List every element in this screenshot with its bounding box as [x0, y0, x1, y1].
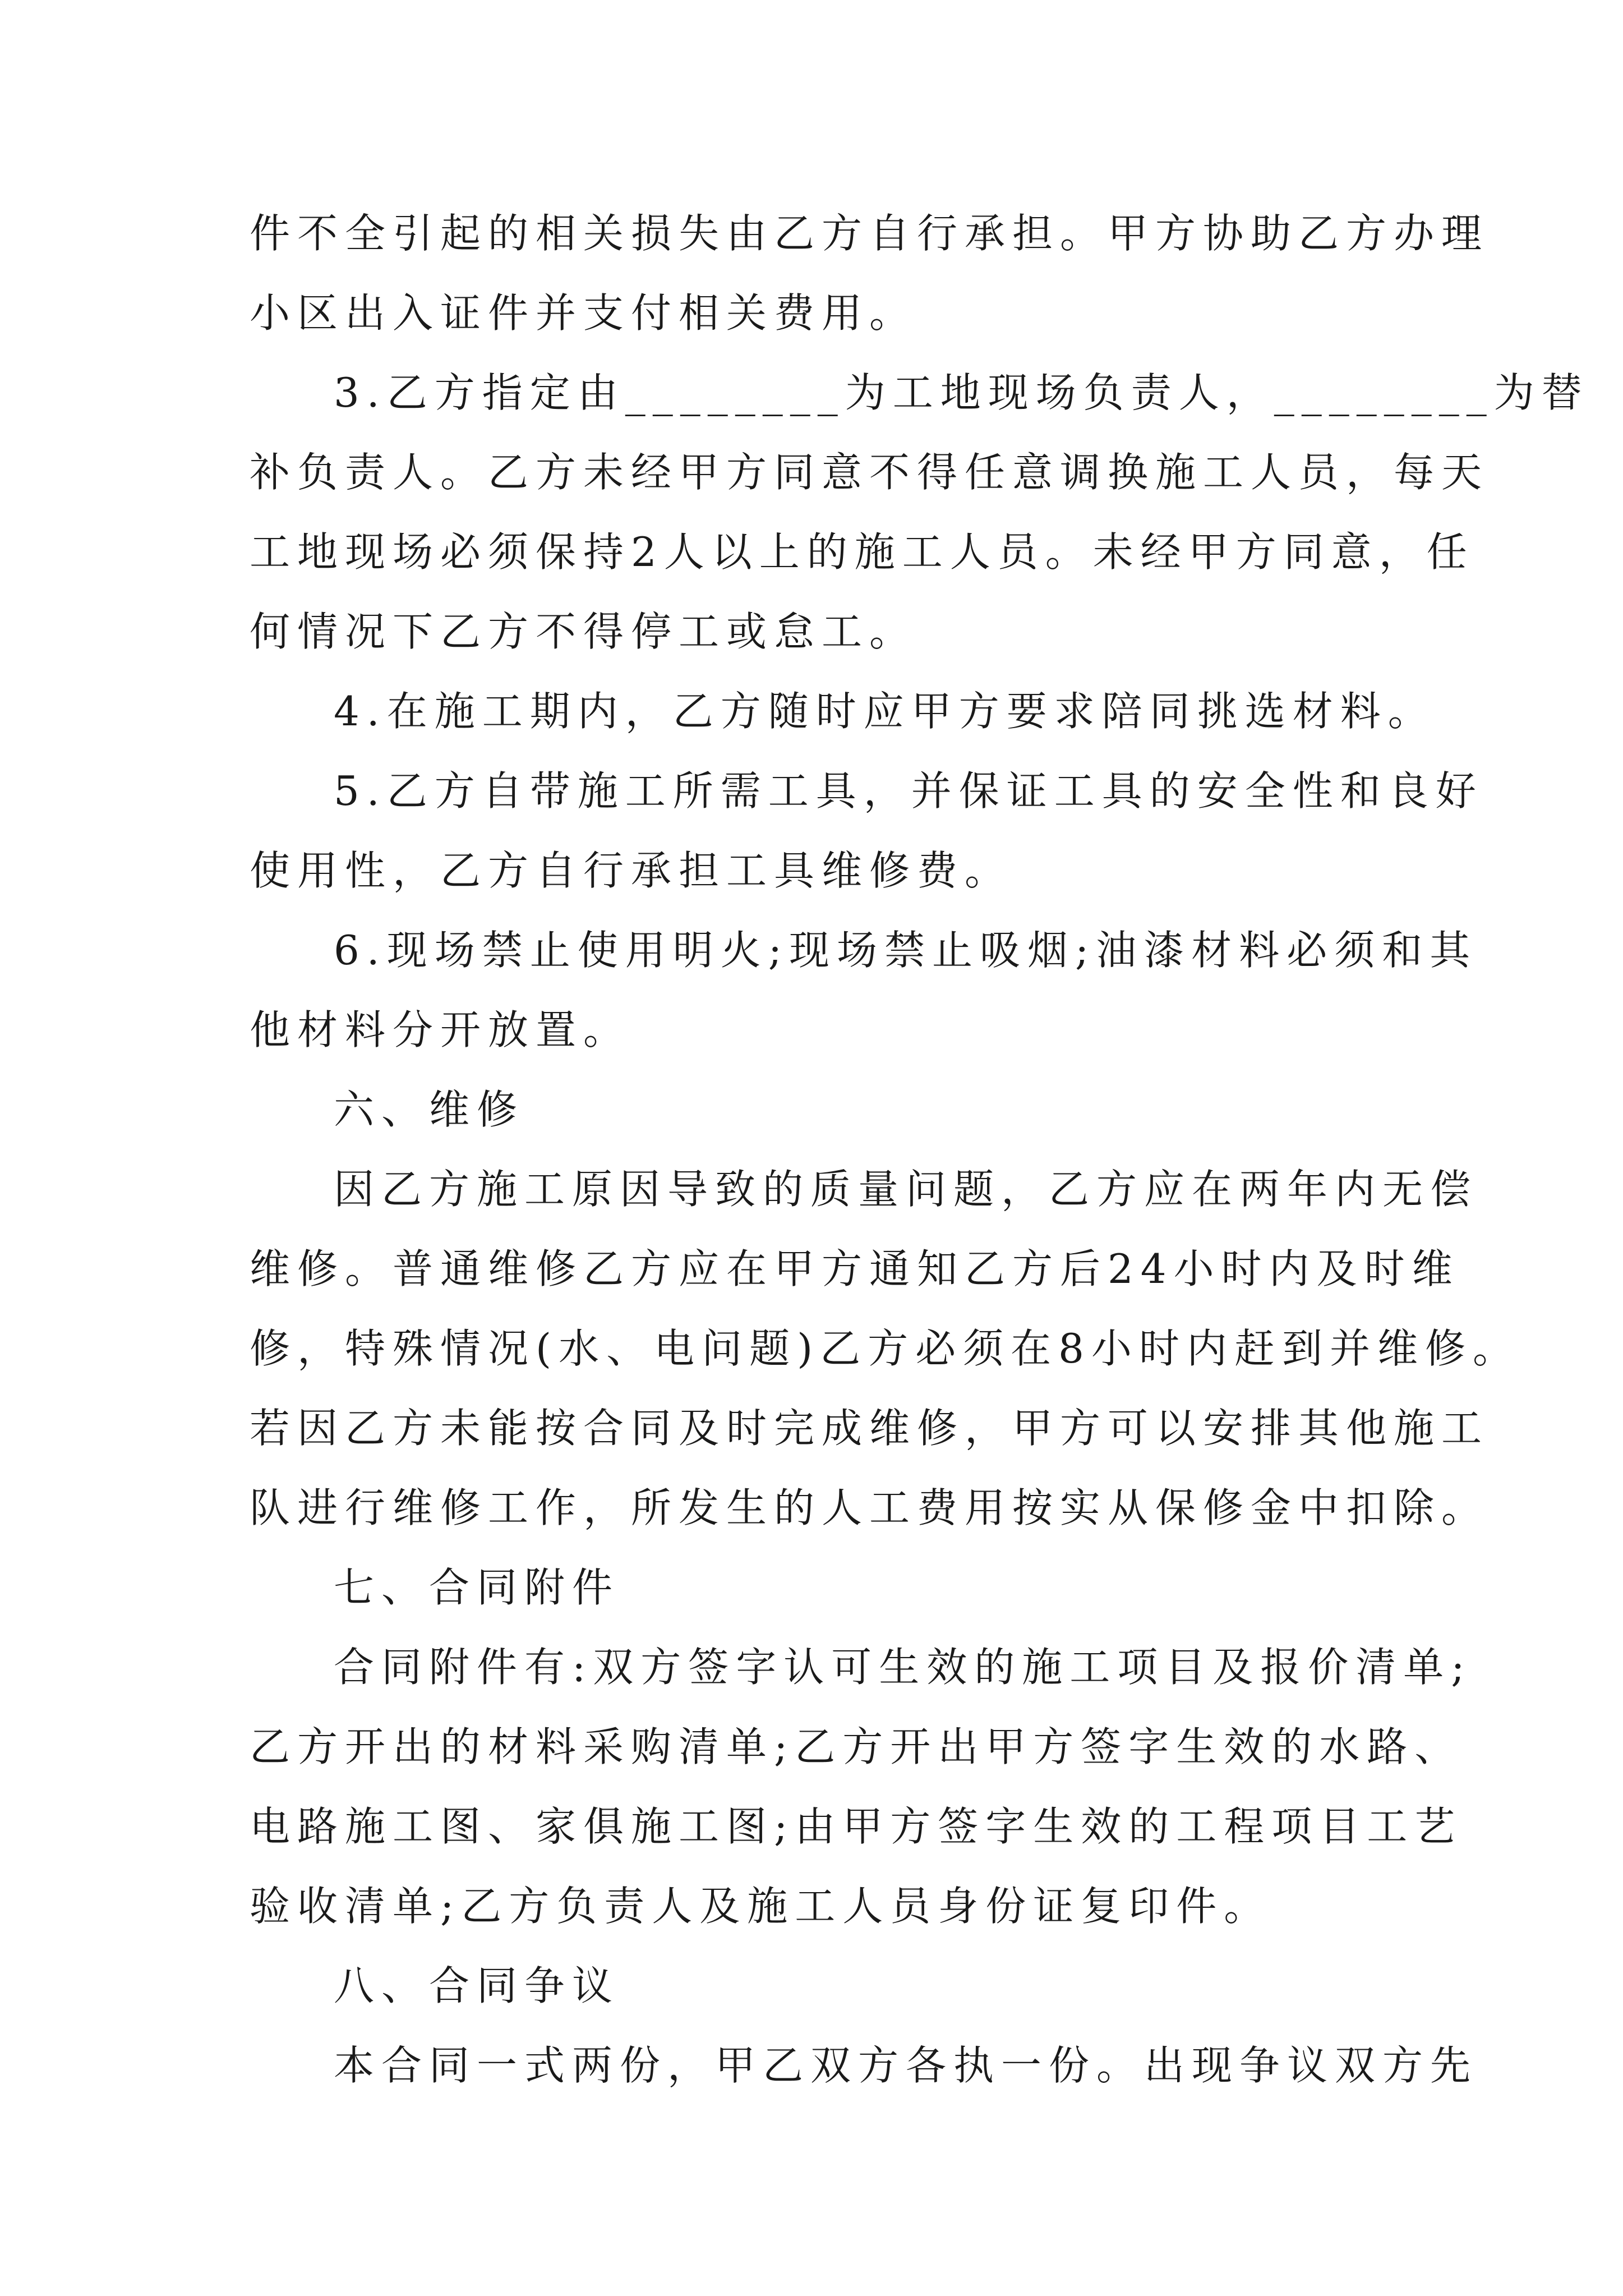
text-line: 他材料分开放置。	[250, 1006, 631, 1053]
text-line: 本合同一式两份，甲乙双方各执一份。出现争议双方先	[334, 2042, 1478, 2089]
text-line: 工地现场必须保持2人以上的施工人员。未经甲方同意，任	[250, 528, 1474, 576]
text-line: 因乙方施工原因导致的质量问题，乙方应在两年内无偿	[334, 1166, 1478, 1213]
text-line: 合同附件有:双方签字认可生效的施工项目及报价清单;	[334, 1644, 1472, 1691]
text-line: 5.乙方自带施工所需工具，并保证工具的安全性和良好	[334, 767, 1483, 815]
text-line: 电路施工图、家俱施工图;由甲方签字生效的工程项目工艺	[250, 1803, 1463, 1850]
text-line: 3.乙方指定由________为工地现场负责人，________为替	[334, 369, 1589, 416]
text-line: 若因乙方未能按合同及时完成维修，甲方可以安排其他施工	[250, 1405, 1490, 1452]
text-line: 件不全引起的相关损失由乙方自行承担。甲方协助乙方办理	[250, 210, 1490, 257]
text-line: 队进行维修工作，所发生的人工费用按实从保修金中扣除。	[250, 1484, 1490, 1531]
text-line: 小区出入证件并支付相关费用。	[250, 289, 917, 337]
contract-text-body	[250, 194, 1589, 2105]
text-line: 验收清单;乙方负责人及施工人员身份证复印件。	[250, 1883, 1272, 1930]
text-line: 何情况下乙方不得停工或怠工。	[250, 608, 917, 655]
section-heading-disputes: 八、合同争议	[334, 1962, 620, 2009]
text-line: 6.现场禁止使用明火;现场禁止吸烟;油漆材料必须和其	[334, 927, 1478, 974]
text-line: 补负责人。乙方未经甲方同意不得任意调换施工人员，每天	[250, 449, 1490, 496]
text-line: 修，特殊情况(水、电问题)乙方必须在8小时内赶到并维修。	[250, 1325, 1520, 1372]
text-line: 维修。普通维修乙方应在甲方通知乙方后24小时内及时维	[250, 1245, 1460, 1292]
section-heading-attachments: 七、合同附件	[334, 1564, 620, 1611]
text-line: 乙方开出的材料采购清单;乙方开出甲方签字生效的水路、	[250, 1723, 1463, 1770]
text-line: 使用性，乙方自行承担工具维修费。	[250, 847, 1013, 894]
text-line: 4.在施工期内，乙方随时应甲方要求陪同挑选材料。	[334, 688, 1436, 735]
section-heading-maintenance: 六、维修	[334, 1086, 525, 1133]
